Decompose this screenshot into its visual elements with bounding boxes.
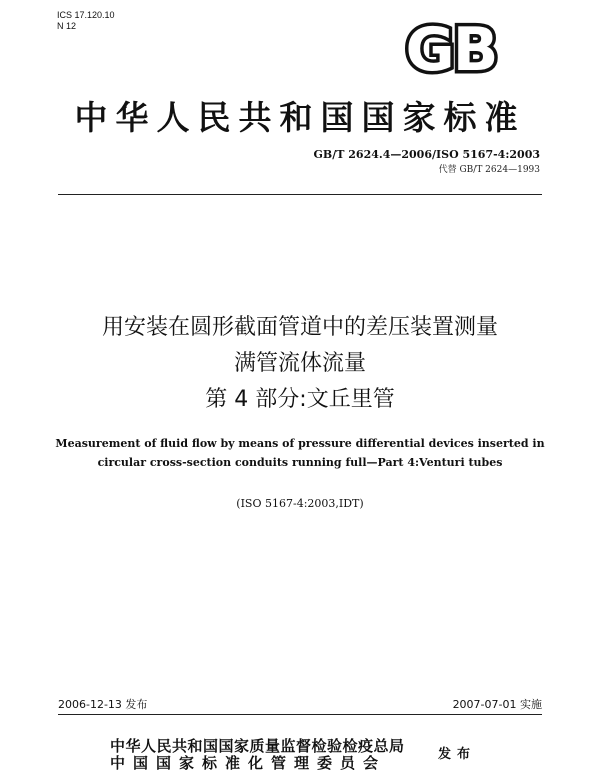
issuer-line2: 中国国家标准化管理委员会 <box>110 754 387 772</box>
title-cn-line2: 满管流体流量 <box>233 351 366 376</box>
standard-number: GB/T 2624.4—2006/ISO 5167-4:2003 <box>313 148 540 161</box>
replaces-note: 代替 GB/T 2624—1993 <box>438 165 540 175</box>
bottom-divider <box>58 714 542 715</box>
title-en-line1: Measurement of fluid flow by means of pressure differential devices inserted in <box>55 437 545 450</box>
title-en-line2: circular cross-section conduits running full—Part 4:Venturi tubes <box>97 456 503 469</box>
national-standard-heading: 中华人民共和国国家标准 <box>74 98 526 137</box>
top-divider <box>58 194 542 195</box>
title-en <box>40 434 560 472</box>
ccs-code: N 12 <box>57 21 77 31</box>
title-cn-line3: 第 4 部分:文丘里管 <box>205 387 395 412</box>
iso-reference: (ISO 5167-4:2003,IDT) <box>236 497 364 510</box>
classification-codes <box>57 10 115 32</box>
implement-date: 2007-07-01 实施 <box>452 698 542 711</box>
ics-code: ICS 17.120.10 <box>57 10 115 20</box>
gb-logo <box>396 20 506 76</box>
publish-label: 发布 <box>438 747 477 762</box>
svg-text:GB: GB <box>405 20 497 76</box>
issuer-line1: 中华人民共和国国家质量监督检验检疫总局 <box>110 737 405 755</box>
issue-date: 2006-12-13 发布 <box>58 698 148 711</box>
title-cn-line1: 用安装在圆形截面管道中的差压装置测量 <box>101 315 498 340</box>
